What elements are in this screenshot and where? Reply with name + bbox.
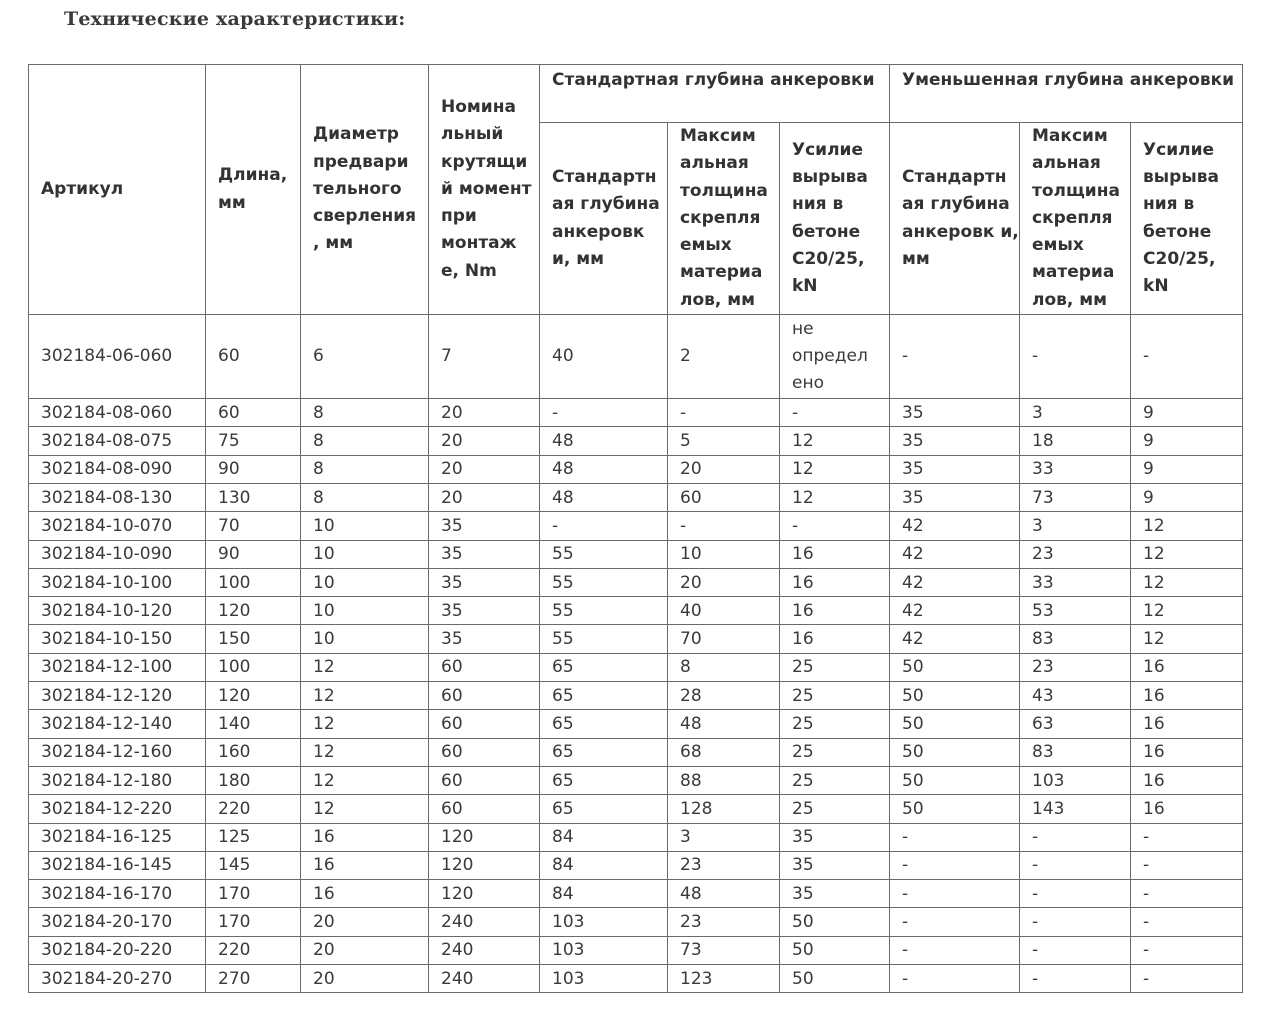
cell-reduced-pullout-force: - xyxy=(1131,908,1243,936)
cell-torque: 20 xyxy=(429,427,540,455)
cell-standard-anchor-depth: 103 xyxy=(540,908,668,936)
cell-standard-max-thickness: 73 xyxy=(668,936,780,964)
header-standard-max-thickness: Максим альная толщина скрепля емых материа лов, мм xyxy=(668,123,780,315)
cell-length: 60 xyxy=(206,399,301,427)
cell-standard-anchor-depth: - xyxy=(540,399,668,427)
table-row xyxy=(29,766,1243,794)
cell-reduced-max-thickness: 53 xyxy=(1020,597,1131,625)
cell-article: 302184-12-220 xyxy=(29,795,206,823)
cell-standard-anchor-depth: 48 xyxy=(540,483,668,511)
cell-reduced-pullout-force: 12 xyxy=(1131,512,1243,540)
cell-drill-diameter: 12 xyxy=(301,653,429,681)
cell-standard-anchor-depth: 65 xyxy=(540,682,668,710)
table-row xyxy=(29,315,1243,399)
header-standard-pullout-force: Усилие вырыва ния в бетоне C20/25, kN xyxy=(780,123,890,315)
cell-standard-pullout-force: 12 xyxy=(780,455,890,483)
cell-drill-diameter: 12 xyxy=(301,682,429,710)
cell-drill-diameter: 20 xyxy=(301,908,429,936)
cell-length: 100 xyxy=(206,653,301,681)
cell-standard-pullout-force: 25 xyxy=(780,653,890,681)
table-row xyxy=(29,908,1243,936)
cell-article: 302184-16-125 xyxy=(29,823,206,851)
cell-length: 170 xyxy=(206,908,301,936)
cell-reduced-pullout-force: 12 xyxy=(1131,625,1243,653)
cell-torque: 35 xyxy=(429,568,540,596)
cell-torque: 20 xyxy=(429,455,540,483)
cell-standard-anchor-depth: 48 xyxy=(540,427,668,455)
cell-length: 180 xyxy=(206,766,301,794)
cell-article: 302184-06-060 xyxy=(29,315,206,399)
cell-drill-diameter: 12 xyxy=(301,795,429,823)
cell-standard-anchor-depth: 55 xyxy=(540,540,668,568)
cell-reduced-pullout-force: - xyxy=(1131,315,1243,399)
header-reduced-depth-group: Уменьшенная глубина анкеровки xyxy=(890,65,1243,123)
cell-standard-pullout-force: 35 xyxy=(780,880,890,908)
cell-reduced-max-thickness: - xyxy=(1020,965,1131,993)
table-row xyxy=(29,851,1243,879)
table-row xyxy=(29,738,1243,766)
table-row xyxy=(29,965,1243,993)
cell-torque: 120 xyxy=(429,851,540,879)
cell-article: 302184-20-270 xyxy=(29,965,206,993)
cell-reduced-pullout-force: - xyxy=(1131,823,1243,851)
cell-standard-pullout-force: 50 xyxy=(780,908,890,936)
cell-length: 220 xyxy=(206,936,301,964)
cell-reduced-max-thickness: 83 xyxy=(1020,625,1131,653)
cell-standard-anchor-depth: 65 xyxy=(540,795,668,823)
cell-standard-max-thickness: 20 xyxy=(668,455,780,483)
cell-standard-max-thickness: 88 xyxy=(668,766,780,794)
cell-standard-anchor-depth: 48 xyxy=(540,455,668,483)
table-row xyxy=(29,540,1243,568)
cell-standard-pullout-force: 50 xyxy=(780,965,890,993)
cell-standard-anchor-depth: 55 xyxy=(540,625,668,653)
cell-reduced-anchor-depth: 50 xyxy=(890,795,1020,823)
cell-drill-diameter: 10 xyxy=(301,597,429,625)
cell-standard-max-thickness: 123 xyxy=(668,965,780,993)
page-title: Технические характеристики: xyxy=(64,8,406,30)
cell-length: 220 xyxy=(206,795,301,823)
cell-standard-anchor-depth: 84 xyxy=(540,880,668,908)
cell-standard-pullout-force: 16 xyxy=(780,568,890,596)
cell-standard-anchor-depth: 65 xyxy=(540,710,668,738)
cell-torque: 120 xyxy=(429,823,540,851)
cell-reduced-pullout-force: 12 xyxy=(1131,597,1243,625)
cell-reduced-anchor-depth: 35 xyxy=(890,427,1020,455)
cell-length: 270 xyxy=(206,965,301,993)
cell-length: 160 xyxy=(206,738,301,766)
cell-standard-max-thickness: 2 xyxy=(668,315,780,399)
cell-article: 302184-20-170 xyxy=(29,908,206,936)
table-row xyxy=(29,427,1243,455)
cell-article: 302184-10-100 xyxy=(29,568,206,596)
cell-drill-diameter: 10 xyxy=(301,568,429,596)
cell-length: 170 xyxy=(206,880,301,908)
cell-standard-pullout-force: не определ ено xyxy=(780,315,890,399)
cell-article: 302184-08-075 xyxy=(29,427,206,455)
cell-reduced-max-thickness: 83 xyxy=(1020,738,1131,766)
cell-length: 90 xyxy=(206,455,301,483)
cell-standard-anchor-depth: - xyxy=(540,512,668,540)
cell-reduced-pullout-force: 12 xyxy=(1131,540,1243,568)
cell-reduced-anchor-depth: 50 xyxy=(890,738,1020,766)
header-standard-anchor-depth: Стандартн ая глубина анкеровк и, мм xyxy=(540,123,668,315)
cell-reduced-max-thickness: 73 xyxy=(1020,483,1131,511)
cell-reduced-pullout-force: - xyxy=(1131,880,1243,908)
cell-reduced-pullout-force: - xyxy=(1131,965,1243,993)
cell-standard-max-thickness: 48 xyxy=(668,880,780,908)
cell-torque: 60 xyxy=(429,738,540,766)
cell-reduced-pullout-force: 16 xyxy=(1131,710,1243,738)
table-row xyxy=(29,597,1243,625)
cell-torque: 240 xyxy=(429,936,540,964)
table-row xyxy=(29,568,1243,596)
cell-reduced-max-thickness: - xyxy=(1020,908,1131,936)
cell-reduced-max-thickness: 63 xyxy=(1020,710,1131,738)
cell-article: 302184-12-160 xyxy=(29,738,206,766)
cell-torque: 20 xyxy=(429,483,540,511)
cell-standard-anchor-depth: 40 xyxy=(540,315,668,399)
cell-article: 302184-12-140 xyxy=(29,710,206,738)
cell-reduced-anchor-depth: - xyxy=(890,315,1020,399)
cell-torque: 60 xyxy=(429,682,540,710)
cell-standard-pullout-force: 50 xyxy=(780,936,890,964)
cell-reduced-max-thickness: 33 xyxy=(1020,568,1131,596)
cell-reduced-anchor-depth: 42 xyxy=(890,540,1020,568)
cell-length: 145 xyxy=(206,851,301,879)
cell-length: 75 xyxy=(206,427,301,455)
cell-torque: 35 xyxy=(429,625,540,653)
header-drill-diameter: Диаметр предвари тельного сверления , мм xyxy=(301,65,429,315)
cell-reduced-pullout-force: 16 xyxy=(1131,653,1243,681)
cell-standard-anchor-depth: 65 xyxy=(540,653,668,681)
header-reduced-anchor-depth: Стандартн ая глубина анкеровк и, мм xyxy=(890,123,1020,315)
cell-article: 302184-16-145 xyxy=(29,851,206,879)
cell-torque: 240 xyxy=(429,965,540,993)
cell-reduced-max-thickness: 3 xyxy=(1020,399,1131,427)
table-body xyxy=(29,315,1243,993)
cell-standard-max-thickness: - xyxy=(668,399,780,427)
table-header xyxy=(29,65,1243,315)
cell-reduced-max-thickness: 23 xyxy=(1020,540,1131,568)
cell-reduced-anchor-depth: 42 xyxy=(890,568,1020,596)
cell-reduced-max-thickness: 18 xyxy=(1020,427,1131,455)
cell-reduced-anchor-depth: 50 xyxy=(890,682,1020,710)
cell-standard-max-thickness: 48 xyxy=(668,710,780,738)
cell-reduced-anchor-depth: - xyxy=(890,880,1020,908)
cell-drill-diameter: 20 xyxy=(301,965,429,993)
cell-article: 302184-12-100 xyxy=(29,653,206,681)
cell-standard-max-thickness: 70 xyxy=(668,625,780,653)
cell-standard-pullout-force: 35 xyxy=(780,823,890,851)
cell-standard-max-thickness: - xyxy=(668,512,780,540)
cell-standard-pullout-force: 12 xyxy=(780,427,890,455)
specifications-table xyxy=(28,64,1243,993)
cell-standard-anchor-depth: 103 xyxy=(540,936,668,964)
header-standard-depth-group: Стандартная глубина анкеровки xyxy=(540,65,890,123)
cell-reduced-max-thickness: - xyxy=(1020,315,1131,399)
cell-reduced-max-thickness: 43 xyxy=(1020,682,1131,710)
header-length: Длина, мм xyxy=(206,65,301,315)
cell-standard-max-thickness: 3 xyxy=(668,823,780,851)
cell-reduced-max-thickness: 23 xyxy=(1020,653,1131,681)
cell-standard-pullout-force: 16 xyxy=(780,540,890,568)
table-row xyxy=(29,880,1243,908)
table-row xyxy=(29,823,1243,851)
cell-reduced-anchor-depth: - xyxy=(890,823,1020,851)
cell-torque: 240 xyxy=(429,908,540,936)
cell-reduced-pullout-force: 16 xyxy=(1131,738,1243,766)
cell-length: 100 xyxy=(206,568,301,596)
cell-reduced-max-thickness: 143 xyxy=(1020,795,1131,823)
cell-torque: 60 xyxy=(429,710,540,738)
cell-reduced-pullout-force: 9 xyxy=(1131,483,1243,511)
cell-drill-diameter: 8 xyxy=(301,455,429,483)
cell-torque: 35 xyxy=(429,512,540,540)
cell-standard-max-thickness: 60 xyxy=(668,483,780,511)
cell-article: 302184-10-150 xyxy=(29,625,206,653)
cell-reduced-anchor-depth: 50 xyxy=(890,766,1020,794)
cell-standard-max-thickness: 5 xyxy=(668,427,780,455)
table-row xyxy=(29,710,1243,738)
cell-reduced-max-thickness: - xyxy=(1020,936,1131,964)
cell-standard-pullout-force: 35 xyxy=(780,851,890,879)
cell-drill-diameter: 10 xyxy=(301,625,429,653)
cell-torque: 120 xyxy=(429,880,540,908)
cell-drill-diameter: 12 xyxy=(301,710,429,738)
cell-drill-diameter: 8 xyxy=(301,399,429,427)
cell-standard-anchor-depth: 84 xyxy=(540,851,668,879)
cell-standard-anchor-depth: 55 xyxy=(540,597,668,625)
cell-drill-diameter: 16 xyxy=(301,823,429,851)
table-row xyxy=(29,399,1243,427)
cell-standard-pullout-force: - xyxy=(780,399,890,427)
table-row xyxy=(29,625,1243,653)
cell-article: 302184-20-220 xyxy=(29,936,206,964)
cell-standard-max-thickness: 8 xyxy=(668,653,780,681)
cell-reduced-anchor-depth: 35 xyxy=(890,455,1020,483)
cell-length: 60 xyxy=(206,315,301,399)
cell-reduced-anchor-depth: 42 xyxy=(890,625,1020,653)
cell-torque: 35 xyxy=(429,540,540,568)
cell-reduced-anchor-depth: 35 xyxy=(890,483,1020,511)
cell-reduced-max-thickness: 3 xyxy=(1020,512,1131,540)
cell-torque: 7 xyxy=(429,315,540,399)
cell-length: 120 xyxy=(206,682,301,710)
cell-reduced-pullout-force: 16 xyxy=(1131,766,1243,794)
cell-reduced-pullout-force: 16 xyxy=(1131,682,1243,710)
cell-drill-diameter: 8 xyxy=(301,427,429,455)
cell-reduced-anchor-depth: - xyxy=(890,851,1020,879)
cell-length: 140 xyxy=(206,710,301,738)
cell-reduced-pullout-force: 9 xyxy=(1131,399,1243,427)
cell-reduced-pullout-force: 12 xyxy=(1131,568,1243,596)
cell-standard-anchor-depth: 65 xyxy=(540,738,668,766)
table-row xyxy=(29,483,1243,511)
cell-standard-max-thickness: 68 xyxy=(668,738,780,766)
cell-reduced-anchor-depth: - xyxy=(890,965,1020,993)
cell-article: 302184-10-120 xyxy=(29,597,206,625)
table-row xyxy=(29,512,1243,540)
cell-drill-diameter: 12 xyxy=(301,738,429,766)
cell-article: 302184-16-170 xyxy=(29,880,206,908)
cell-standard-max-thickness: 20 xyxy=(668,568,780,596)
cell-drill-diameter: 20 xyxy=(301,936,429,964)
cell-reduced-max-thickness: - xyxy=(1020,880,1131,908)
cell-length: 90 xyxy=(206,540,301,568)
header-reduced-pullout-force: Усилие вырыва ния в бетоне C20/25, kN xyxy=(1131,123,1243,315)
cell-article: 302184-12-120 xyxy=(29,682,206,710)
cell-standard-anchor-depth: 84 xyxy=(540,823,668,851)
header-reduced-max-thickness: Максим альная толщина скрепля емых материа лов, мм xyxy=(1020,123,1131,315)
cell-standard-max-thickness: 23 xyxy=(668,908,780,936)
cell-length: 125 xyxy=(206,823,301,851)
table-row xyxy=(29,682,1243,710)
cell-standard-anchor-depth: 103 xyxy=(540,965,668,993)
cell-article: 302184-08-090 xyxy=(29,455,206,483)
table-row xyxy=(29,936,1243,964)
cell-reduced-anchor-depth: 50 xyxy=(890,710,1020,738)
cell-drill-diameter: 12 xyxy=(301,766,429,794)
cell-reduced-anchor-depth: - xyxy=(890,936,1020,964)
cell-reduced-anchor-depth: 42 xyxy=(890,597,1020,625)
cell-standard-max-thickness: 40 xyxy=(668,597,780,625)
cell-standard-pullout-force: - xyxy=(780,512,890,540)
cell-length: 130 xyxy=(206,483,301,511)
cell-drill-diameter: 10 xyxy=(301,512,429,540)
cell-reduced-anchor-depth: 42 xyxy=(890,512,1020,540)
table-row xyxy=(29,653,1243,681)
cell-standard-pullout-force: 16 xyxy=(780,625,890,653)
cell-drill-diameter: 8 xyxy=(301,483,429,511)
cell-reduced-max-thickness: - xyxy=(1020,823,1131,851)
cell-reduced-pullout-force: - xyxy=(1131,936,1243,964)
cell-reduced-pullout-force: - xyxy=(1131,851,1243,879)
cell-reduced-pullout-force: 9 xyxy=(1131,455,1243,483)
cell-article: 302184-08-130 xyxy=(29,483,206,511)
cell-reduced-anchor-depth: 50 xyxy=(890,653,1020,681)
cell-standard-pullout-force: 16 xyxy=(780,597,890,625)
header-article: Артикул xyxy=(29,65,206,315)
cell-drill-diameter: 16 xyxy=(301,880,429,908)
cell-standard-pullout-force: 25 xyxy=(780,710,890,738)
cell-article: 302184-10-070 xyxy=(29,512,206,540)
table-row xyxy=(29,455,1243,483)
cell-drill-diameter: 16 xyxy=(301,851,429,879)
cell-reduced-max-thickness: 33 xyxy=(1020,455,1131,483)
cell-standard-pullout-force: 25 xyxy=(780,738,890,766)
cell-length: 150 xyxy=(206,625,301,653)
cell-reduced-max-thickness: - xyxy=(1020,851,1131,879)
header-torque: Номина льный крутящи й момент при монтаж е, Nm xyxy=(429,65,540,315)
cell-reduced-max-thickness: 103 xyxy=(1020,766,1131,794)
cell-standard-pullout-force: 25 xyxy=(780,682,890,710)
cell-torque: 20 xyxy=(429,399,540,427)
cell-length: 70 xyxy=(206,512,301,540)
cell-torque: 35 xyxy=(429,597,540,625)
cell-standard-pullout-force: 25 xyxy=(780,795,890,823)
cell-reduced-anchor-depth: - xyxy=(890,908,1020,936)
cell-reduced-pullout-force: 9 xyxy=(1131,427,1243,455)
cell-torque: 60 xyxy=(429,653,540,681)
table-row xyxy=(29,795,1243,823)
cell-standard-max-thickness: 10 xyxy=(668,540,780,568)
cell-standard-max-thickness: 28 xyxy=(668,682,780,710)
cell-torque: 60 xyxy=(429,795,540,823)
cell-article: 302184-08-060 xyxy=(29,399,206,427)
cell-standard-pullout-force: 12 xyxy=(780,483,890,511)
cell-length: 120 xyxy=(206,597,301,625)
cell-standard-anchor-depth: 65 xyxy=(540,766,668,794)
cell-reduced-anchor-depth: 35 xyxy=(890,399,1020,427)
cell-article: 302184-10-090 xyxy=(29,540,206,568)
cell-standard-max-thickness: 23 xyxy=(668,851,780,879)
cell-article: 302184-12-180 xyxy=(29,766,206,794)
cell-standard-pullout-force: 25 xyxy=(780,766,890,794)
cell-reduced-pullout-force: 16 xyxy=(1131,795,1243,823)
cell-torque: 60 xyxy=(429,766,540,794)
cell-drill-diameter: 10 xyxy=(301,540,429,568)
cell-standard-max-thickness: 128 xyxy=(668,795,780,823)
cell-standard-anchor-depth: 55 xyxy=(540,568,668,596)
cell-drill-diameter: 6 xyxy=(301,315,429,399)
